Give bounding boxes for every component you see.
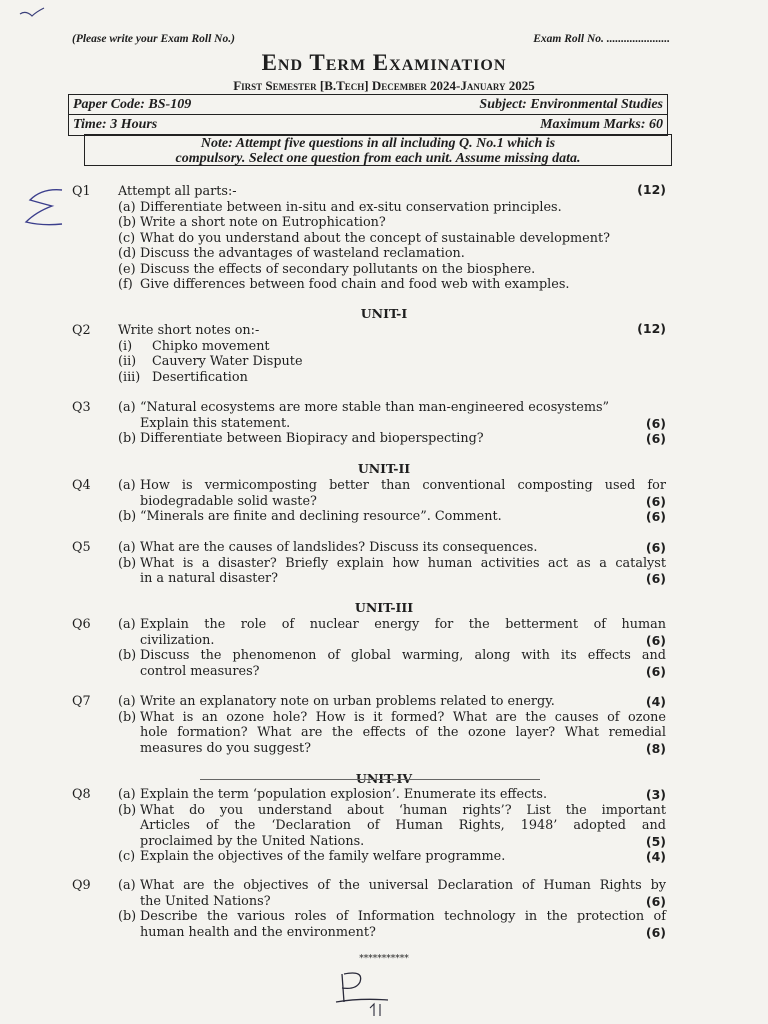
part-ii: (ii) Cauvery Water Dispute [118, 354, 303, 369]
subject: Subject: Environmental Studies [479, 97, 663, 112]
unit-1-heading: UNIT-I [360, 306, 408, 321]
time-allowed: Time: 3 Hours [73, 117, 158, 132]
header-top-line [72, 33, 670, 45]
part-a: (a) What are the objectives of the universal Declaration of Human Rights by [118, 878, 666, 893]
question-number: Q6 [72, 617, 91, 632]
roll-number-label: Exam Roll No. ...................... [533, 33, 670, 45]
question-intro: Attempt all parts:- [118, 184, 237, 199]
question-7: Q7 (a) Write an explanatory note on urban problems related to energy. (4) (b) What is an ozone hole? How is it formed? What are the causes of ozone hole formation? What are the effects of the ozone layer? What remedial measures do you suggest? (8) [72, 694, 666, 756]
unit-4-underline [200, 779, 540, 780]
part-marks: (6) [645, 509, 666, 524]
part-marks: (6) [645, 493, 666, 509]
instructions-note [84, 134, 672, 166]
part-marks: (3) [645, 787, 666, 802]
question-9: Q9 (a) What are the objectives of the universal Declaration of Human Rights by the United Nations? (6) (b) Describe the various roles of Information technology in the protection of human health and the environment? (6) [72, 878, 666, 940]
part-a: (a) “Natural ecosystems are more stable than man-engineered ecosystems” [118, 400, 610, 415]
part-b: (b) “Minerals are finite and declining resource”. Comment. (6) [118, 509, 666, 524]
part-marks: (5) [645, 833, 666, 849]
question-number: Q5 [72, 540, 91, 555]
question-number: Q8 [72, 787, 91, 802]
end-of-paper-stars: *********** [359, 954, 409, 964]
part-d: (d) Discuss the advantages of wasteland reclamation. [118, 246, 465, 261]
question-number: Q4 [72, 478, 91, 493]
question-number: Q2 [72, 323, 91, 338]
question-number: Q3 [72, 400, 91, 415]
question-5: Q5 (a) What are the causes of landslides? Discuss its consequences. (6) (b) What is a disaster? Briefly explain how human activities act as a catalyst in a natural disaster? (6) [72, 540, 666, 586]
question-number: Q7 [72, 694, 91, 709]
part-a: (a) What are the causes of landslides? Discuss its consequences. (6) [118, 540, 666, 555]
note-line-1: Note: Attempt five questions in all including Q. No.1 which is [200, 136, 556, 151]
part-b: (b) Discuss the phenomenon of global warming, along with its effects and [118, 648, 666, 663]
part-f: (f) Give differences between food chain and food web with examples. [118, 277, 570, 292]
paper-info-box [68, 94, 668, 136]
part-b: (b) Differentiate between Biopiracy and bioperspecting? (6) [118, 431, 666, 446]
part-b: (b) Describe the various roles of Information technology in the protection of [118, 909, 666, 924]
paper-code: Paper Code: BS-109 [73, 97, 192, 112]
unit-2-heading: UNIT-II [357, 461, 411, 476]
question-number: Q1 [72, 184, 91, 199]
roll-instruction: (Please write your Exam Roll No.) [72, 33, 235, 45]
part-a: (a) Explain the term ‘population explosion’. Enumerate its effects. (3) [118, 787, 666, 802]
part-a: (a) Explain the role of nuclear energy for the betterment of human [118, 617, 666, 632]
question-1 [72, 184, 666, 293]
part-marks: (6) [645, 632, 666, 648]
unit-3-heading: UNIT-III [354, 600, 414, 615]
part-b: (b) What do you understand about ‘human rights’? List the important [118, 802, 666, 818]
part-c: (c) Explain the objectives of the family welfare programme. (4) [118, 849, 666, 864]
question-marks: (12) [637, 182, 666, 197]
part-marks: (6) [645, 415, 666, 431]
question-marks: (12) [637, 321, 666, 336]
part-a: (a) Write an explanatory note on urban problems related to energy. (4) [118, 694, 666, 709]
question-2 [72, 323, 666, 385]
question-4: Q4 (a) How is vermicomposting better than conventional composting used for biodegradable solid waste? (6) (b) “Minerals are finite and declining resource”. Comment. (6) [72, 478, 666, 524]
part-c: (c) What do you understand about the concept of sustainable development? [118, 230, 610, 246]
part-marks: (6) [645, 571, 666, 586]
part-iii: (iii) Desertification [118, 369, 248, 385]
question-intro: Write short notes on:- [118, 323, 260, 338]
part-marks: (4) [645, 849, 666, 864]
handwritten-signature [330, 968, 410, 1018]
pen-mark-top-left [18, 6, 48, 22]
question-6: Q6 (a) Explain the role of nuclear energy for the betterment of human civilization. (6) (b) Discuss the phenomenon of global warming, along with its effects and control measures? (6) [72, 617, 666, 679]
question-number: Q9 [72, 878, 91, 893]
handwritten-sigma-mark [22, 186, 68, 234]
part-b: (b) What is a disaster? Briefly explain how human activities act as a catalyst [118, 555, 666, 571]
part-marks: (6) [645, 431, 666, 446]
part-a: (a) How is vermicomposting better than conventional composting used for [118, 478, 666, 493]
part-marks: (6) [645, 540, 666, 555]
part-marks: (6) [645, 924, 666, 940]
part-marks: (4) [645, 694, 666, 709]
part-marks: (8) [645, 740, 666, 756]
part-i: (i) Chipko movement [118, 338, 270, 354]
question-3: Q3 (a) “Natural ecosystems are more stable than man-engineered ecosystems” Explain this statement. (6) (b) Differentiate between Biopiracy and bioperspecting? (6) [72, 400, 666, 446]
exam-title: End Term Examination [261, 50, 507, 75]
part-marks: (6) [645, 663, 666, 679]
unit-4-heading: UNIT-IV [355, 771, 413, 786]
part-b: (b) What is an ozone hole? How is it formed? What are the causes of ozone [118, 709, 666, 725]
maximum-marks: Maximum Marks: 60 [540, 117, 663, 132]
part-marks: (6) [645, 893, 666, 909]
note-line-2: compulsory. Select one question from each unit. Assume missing data. [175, 151, 581, 166]
semester-line: First Semester [B.Tech] December 2024-January 2025 [233, 78, 535, 93]
question-8: Q8 (a) Explain the term ‘population explosion’. Enumerate its effects. (3) (b) What do you understand about ‘human rights’? List the important Articles of the ‘Declaration of Human Rights, 1948’ adopted and proclaimed by the United Nations. (5) (c) Explain the objectives of the family welfare programme. (4) [72, 787, 666, 864]
part-b: (b) Write a short note on Eutrophication? [118, 215, 386, 230]
part-e: (e) Discuss the effects of secondary pollutants on the biosphere. [118, 261, 536, 277]
part-a: (a) Differentiate between in-situ and ex-situ conservation principles. [118, 199, 562, 215]
